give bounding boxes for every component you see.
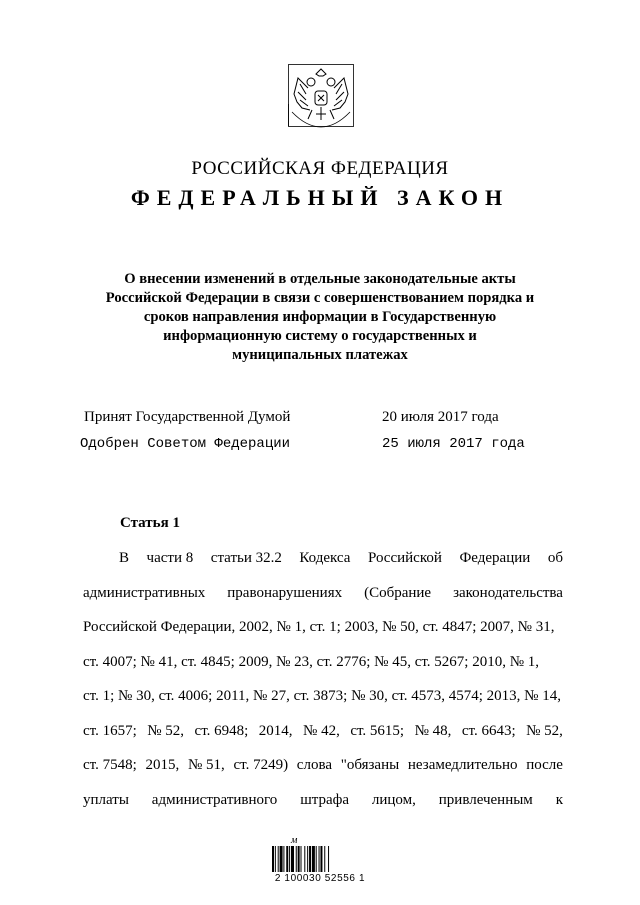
title-line: сроков направления информации в Государственную — [143, 309, 497, 325]
paragraph-line — [83, 758, 563, 793]
duma-adoption-date: 20 июля 2017 года — [382, 409, 499, 425]
paragraph-line — [83, 586, 563, 621]
council-approval-date: 25 июля 2017 года — [382, 436, 525, 452]
paragraph-word: к — [555, 791, 563, 808]
paragraph-word: ст. 1657; — [83, 722, 137, 739]
title-line: О внесении изменений в отдельные законодательные акты — [124, 271, 516, 287]
paragraph-word: Российской Федерации, 2002, № 1, ст. 1; 2003, № 50, ст. 4847; 2007, № 31, — [83, 619, 555, 635]
law-title — [95, 270, 545, 365]
paragraph-word: 2015, — [145, 757, 180, 773]
paragraph-word: ст. 7548; — [83, 757, 137, 773]
paragraph-word: ст. 6643; — [461, 722, 516, 739]
paragraph-word: № 52, — [147, 722, 185, 739]
title-line: информационную систему о государственных и — [163, 328, 477, 344]
barcode-number: 2 100030 52556 1 — [274, 873, 366, 884]
paragraph-word: привлеченным — [438, 791, 533, 808]
paragraph-word: штрафа — [300, 791, 350, 808]
paragraph-word: слова — [296, 757, 332, 773]
paragraph-word: Кодекса — [299, 550, 351, 566]
coat-of-arms-icon — [288, 64, 354, 138]
paragraph-word: правонарушениях — [227, 584, 343, 601]
paragraph-word: В — [119, 550, 130, 566]
country-name: РОССИЙСКАЯ ФЕДЕРАЦИЯ — [191, 158, 449, 179]
paragraph-word: ст. 6948; — [194, 722, 249, 739]
paragraph-word: "обязаны — [340, 757, 400, 773]
paragraph-word: ст. 4007; № 41, ст. 4845; 2009, № 23, ст. 2776; № 45, ст. 5267; 2010, № 1, — [83, 653, 540, 670]
paragraph-word: административного — [151, 791, 278, 808]
paragraph-word: лицом, — [371, 791, 416, 808]
paragraph-word: Российской — [367, 550, 442, 566]
paragraph-word: части 8 — [146, 550, 194, 566]
duma-adoption-label: Принят Государственной Думой — [84, 409, 291, 425]
paragraph-word: административных — [83, 584, 206, 601]
paragraph-word: статьи 32.2 — [210, 550, 282, 566]
paragraph-word: 2014, — [258, 722, 293, 739]
paragraph-line — [83, 655, 563, 690]
paragraph-line — [83, 793, 563, 828]
title-line: муниципальных платежах — [232, 347, 408, 363]
paragraph-word: законодательства — [453, 584, 563, 601]
paragraph-word: ст. 7249) — [233, 757, 289, 773]
paragraph-word: уплаты — [83, 791, 129, 808]
paragraph-word: ст. 5615; — [350, 722, 405, 739]
title-line: Российской Федерации в связи с совершенствованием порядка и — [105, 290, 535, 306]
paragraph-word: № 52, — [526, 722, 563, 739]
paragraph-line — [83, 689, 563, 724]
paragraph-word: незамедлительно — [407, 757, 518, 773]
paragraph-word: № 48, — [414, 722, 452, 739]
article-paragraph — [83, 551, 563, 827]
paragraph-word: № 42, — [303, 722, 340, 739]
paragraph-word: Федерации — [459, 550, 531, 566]
paragraph-line — [83, 724, 563, 759]
document-type: ФЕДЕРАЛЬНЫЙ ЗАКОН — [130, 185, 510, 210]
article-heading: Статья 1 — [120, 515, 180, 531]
paragraph-word: (Собрание — [364, 584, 432, 601]
paragraph-line — [83, 551, 563, 586]
council-approval-label: Одобрен Советом Федерации — [80, 436, 291, 452]
page-marker: м — [291, 835, 298, 846]
barcode-icon — [270, 846, 370, 872]
paragraph-word: после — [526, 757, 563, 773]
paragraph-word: об — [547, 550, 563, 566]
paragraph-word: ст. 1; № 30, ст. 4006; 2011, № 27, ст. 3873; № 30, ст. 4573, 4574; 2013, № 14, — [83, 688, 561, 704]
paragraph-word: № 51, — [187, 757, 225, 773]
paragraph-line — [83, 620, 563, 655]
